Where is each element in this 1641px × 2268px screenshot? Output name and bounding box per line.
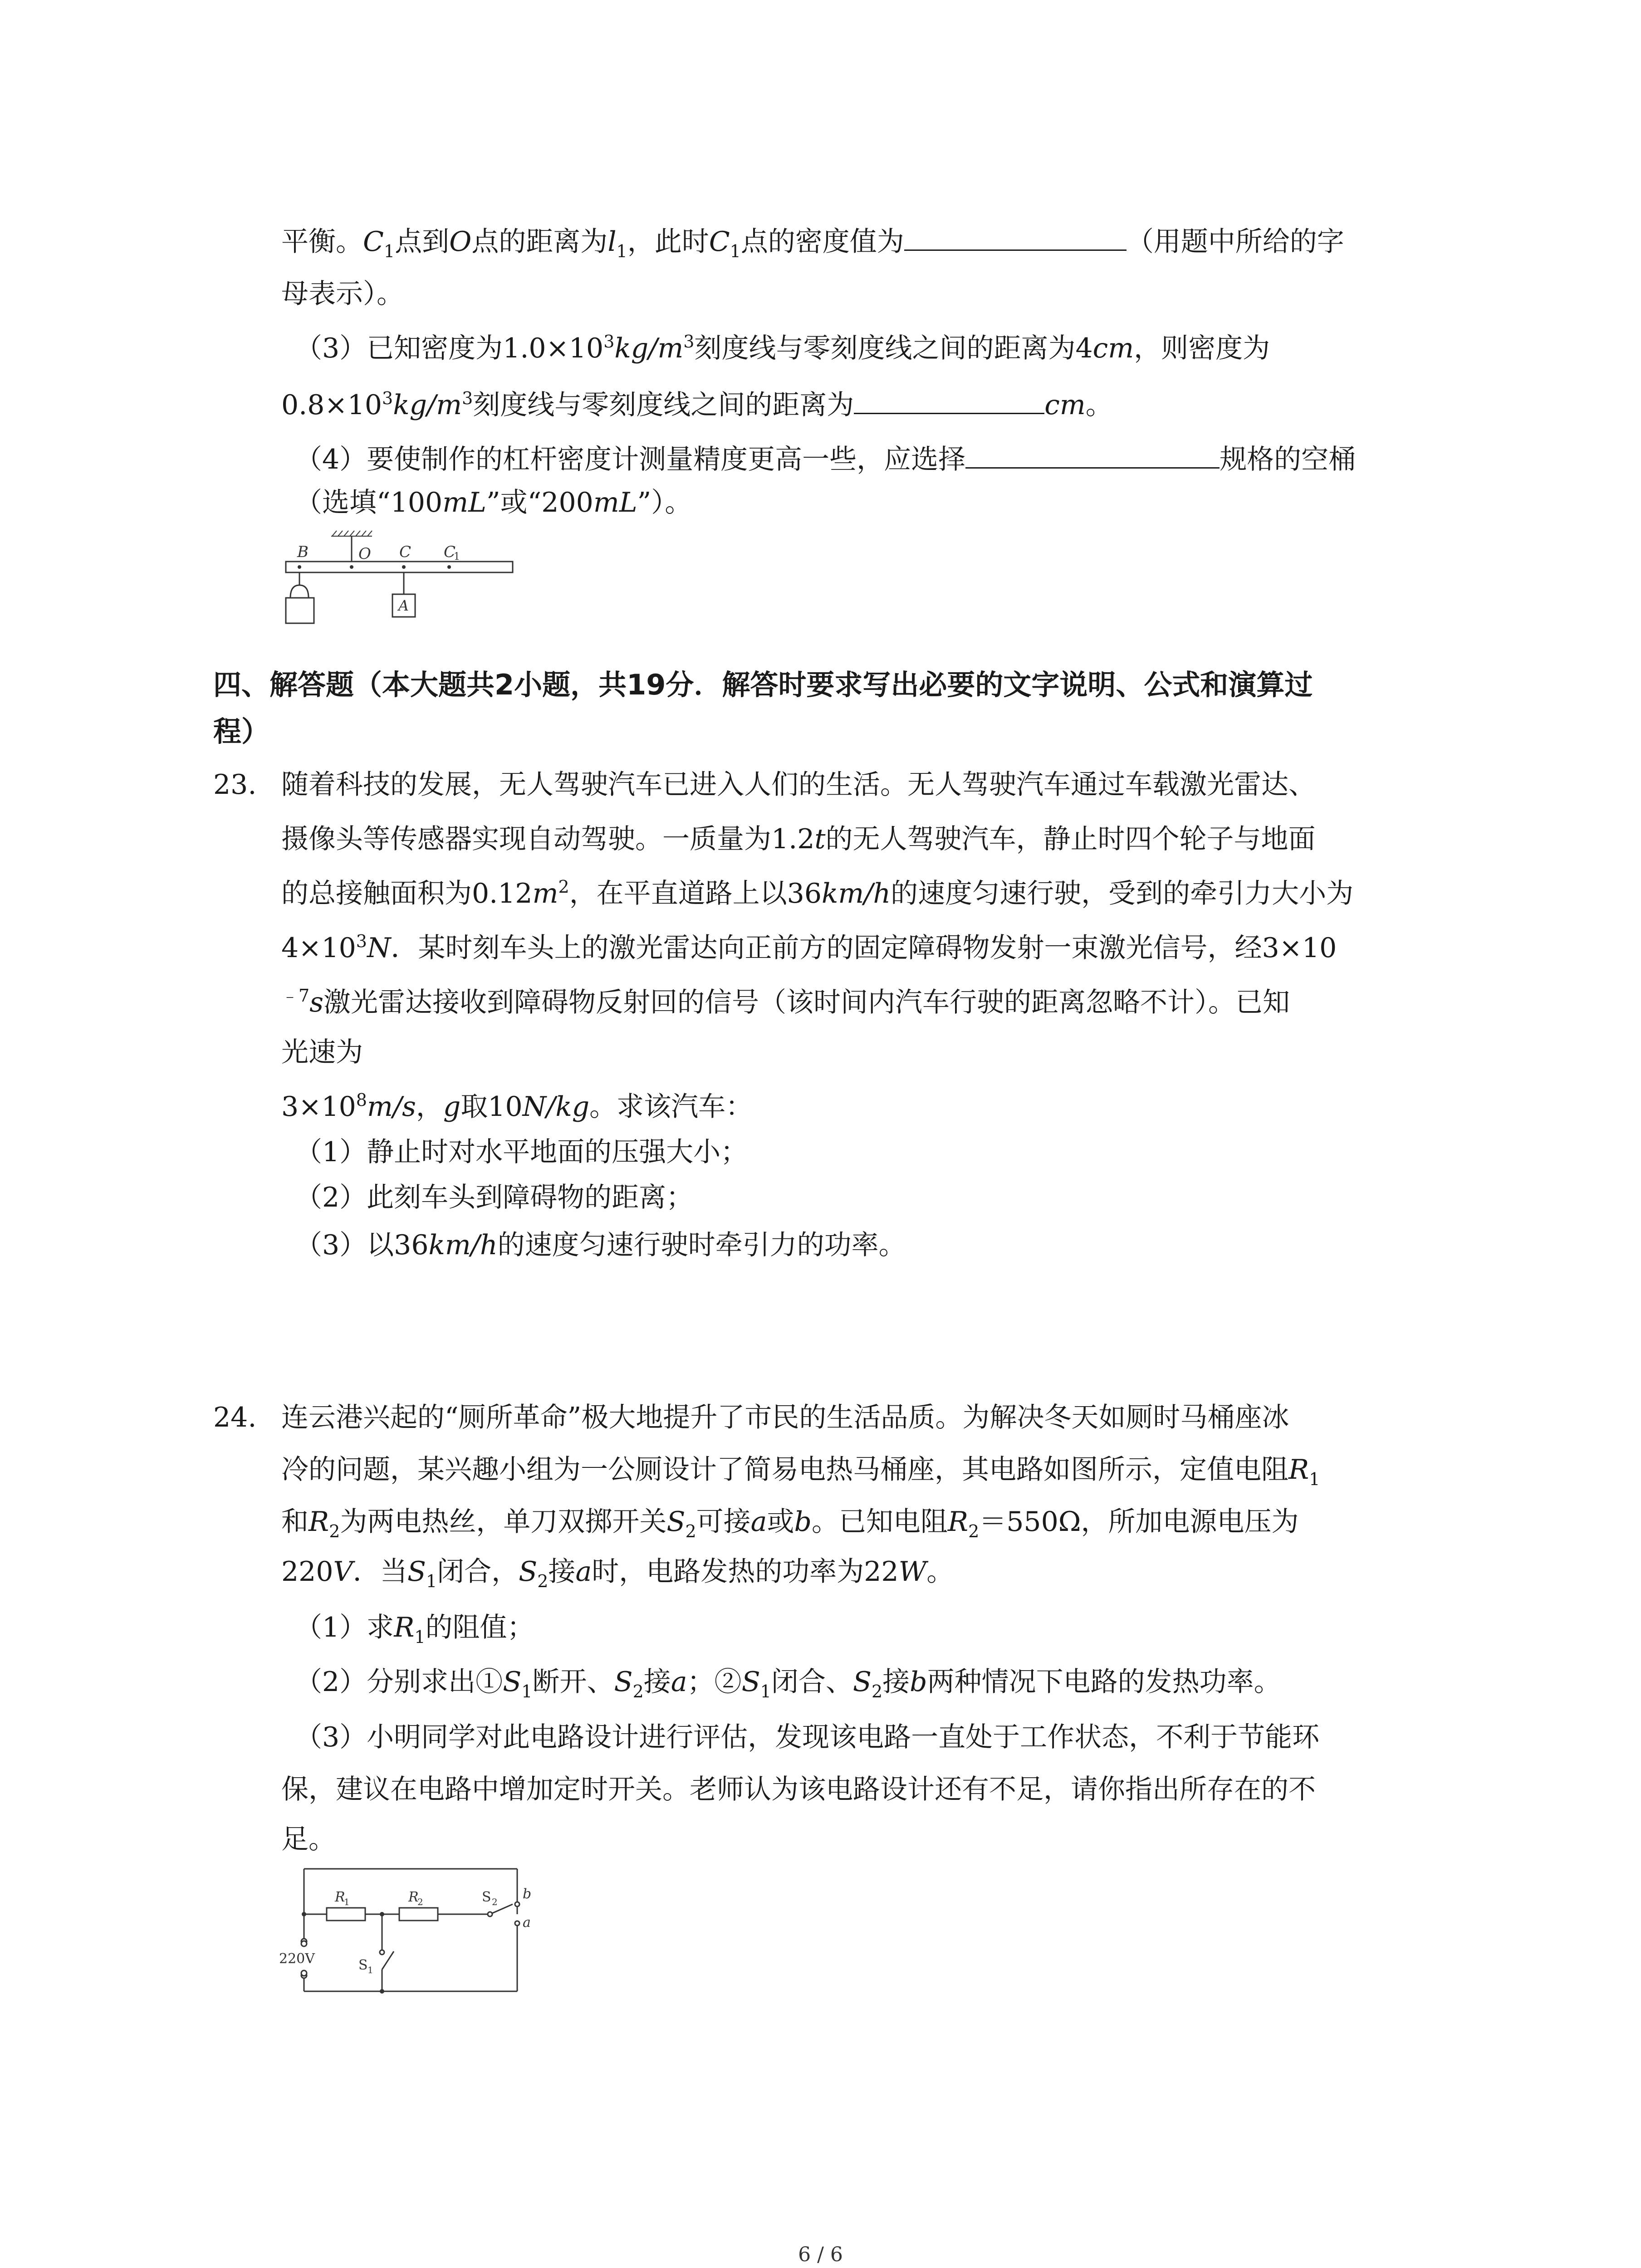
lever-bar [286,562,513,572]
label-s1: S [358,1957,368,1973]
q23-line-6: 光速为 [281,1036,363,1068]
label-c1-sub: 1 [454,551,460,562]
circuit-figure [277,1851,540,2005]
point-b [298,565,301,569]
label-r2: R [408,1889,419,1905]
switch-s2-pivot [488,1912,492,1916]
point-c [402,565,406,569]
q22-part4-line-2: （选填“100mL”或“200mL”）。 [295,487,692,518]
q24-sub-3-line-1: （3）小明同学对此电路设计进行评估，发现该电路一直处于工作状态，不利于节能环 [295,1721,1320,1753]
resistor-r1 [327,1908,365,1921]
q24-line-1: 连云港兴起的“厕所革命”极大地提升了市民的生活品质。为解决冬天如厕时马桶座冰 [281,1402,1289,1433]
label-r2-sub: 2 [417,1897,423,1907]
label-b: b [523,1886,532,1902]
q23-line-5: $^{﹣7}$s激光雷达接收到障碍物反射回的信号（该时间内汽车行驶的距离忽略不计）。已知 [281,986,1290,1018]
q23-line-7: $3\times 10^8m/s$，g取10N/kg。求该汽车： [281,1090,753,1123]
answer-blank-2[interactable] [854,385,1044,414]
section-heading-cont: 程） [213,715,270,748]
q22-line-2: 母表示）。 [281,278,404,310]
label-o: O [358,545,371,563]
q24-sub-3-line-3: 足。 [281,1823,336,1855]
label-r1: R [335,1889,345,1905]
answer-blank-3[interactable] [965,439,1220,469]
label-r1-sub: 1 [344,1897,350,1907]
q23-line-3: 的总接触面积为$0.12m^2$，在平直道路上以36km/h的速度匀速行驶，受到的牵引力大小为 [281,877,1354,909]
q24-sub-3-line-2: 保，建议在电路中增加定时开关。老师认为该电路设计还有不足，请你指出所存在的不 [281,1774,1316,1805]
section-heading: 四、解答题（本大题共2小题，共19分．解答时要求写出必要的文字说明、公式和演算过 [213,668,1313,701]
label-b: B [297,543,309,561]
q24-line-3: 和$R_2$为两电热丝，单刀双掷开关$S_2$可接a或b。已知电阻$R_2=550\Omega$，所加电源电压为 [281,1506,1299,1541]
page-number: 6 / 6 [798,2243,843,2266]
q23-line-4: $4\times 10^3N$．某时刻车头上的激光雷达向正前方的固定障碍物发射一束激光信号，经3×10 [281,931,1337,964]
switch-s2-contact-b [515,1902,519,1906]
q24-line-2: 冷的问题，某兴趣小组为一公厕设计了简易电热马桶座，其电路如图所示，定值电阻$R_1$ [281,1454,1320,1489]
lever-density-figure [272,526,526,631]
q23-line-2: 摄像头等传感器实现自动驾驶。一质量为1.2t的无人驾驶汽车，静止时四个轮子与地面 [281,823,1316,855]
bucket-handle [290,585,309,598]
label-voltage: 220V [279,1951,315,1967]
label-s2-sub: 2 [492,1897,498,1907]
label-s2: S [482,1889,491,1905]
q23-number: 23. [213,769,257,801]
junction-bottom [380,1989,384,1994]
point-c1 [447,565,451,569]
source-terminal-plus [301,1941,307,1946]
bucket [286,598,314,623]
junction-left [302,1912,306,1916]
junction-mid [380,1912,384,1916]
label-a: a [523,1915,531,1931]
switch-s2-contact-a [515,1921,519,1926]
pivot-point [350,565,353,569]
answer-blank-1[interactable] [904,221,1127,251]
q23-sub-3: （3）以36km/h的速度匀速行驶时牵引力的功率。 [295,1229,906,1261]
q23-line-1: 随着科技的发展，无人驾驶汽车已进入人们的生活。无人驾驶汽车通过车载激光雷达、 [281,769,1316,801]
q23-sub-2: （2）此刻车头到障碍物的距离； [295,1182,694,1213]
q22-part3-line-1: （3）已知密度为$1.0\times 10^3kg/m^3$刻度线与零刻度线之间的距离为4cm，则密度为 [295,332,1270,364]
q24-line-4: 220V．当$S_1$闭合，$S_2$接a时，电路发热的功率为22W。 [281,1556,954,1591]
q24-sub-1: （1）求$R_1$的阻值； [295,1612,534,1647]
label-a: A [398,597,409,614]
label-c1: C [444,543,456,561]
q22-part3-line-2: $0.8\times 10^3kg/m^3$刻度线与零刻度线之间的距离为 cm。 [281,385,1113,423]
q23-sub-1: （1）静止时对水平地面的压强大小； [295,1136,748,1168]
label-c: C [399,543,411,561]
q22-line-1: 平衡。$C_1$点到O点的距离为$l_1$，此时$C_1$点的密度值为 （用题中所给的字 [281,221,1344,260]
q22-part4-line-1: （4）要使制作的杠杆密度计测量精度更高一些，应选择 规格的空桶 [295,439,1356,478]
source-terminal-minus [301,1970,307,1976]
resistor-r2 [399,1908,438,1921]
switch-s1-contact [380,1950,384,1955]
ceiling-hatch [331,531,372,536]
label-s1-sub: 1 [367,1965,373,1975]
q24-number: 24. [213,1402,257,1433]
q24-sub-2: （2）分别求出$①S_1$断开、$S_2$接a；$②S_1$闭合、$S_2$接b两种情况下电路的发热功率。 [295,1666,1281,1701]
